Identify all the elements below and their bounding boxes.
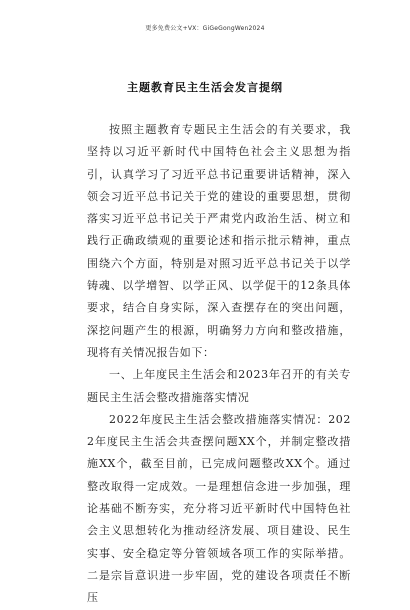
document-title: 主题教育民主生活会发言提纲 xyxy=(127,81,283,94)
intro-paragraph: 按照主题教育专题民主生活会的有关要求，我坚持以习近平新时代中国特色社会主义思想为指引，认真学习了习近平总书记重要讲话精神，深入领会习近平总书记关于党的建设的重要思想，贯彻落实习近平总书记关于严肃党内政治生活、树立和践行正确政绩观的重要论述和指示批示精神，重点围绕六个方面，特别是对照习近平总书记关于以学铸魂、以学增智、以学正风、以学促干的12条具体要求，结合自身实际，深入查摆存在的突出问题，深挖问题产生的根源，明确努力方向和整改措施，现将有关情况报告如下： xyxy=(87,123,351,359)
header-note: 更多免费公文+VX：GiGeGongWen2024 xyxy=(145,25,265,32)
body-paragraph: 2022年度民主生活会整改措施落实情况：2022年度民主生活会共查摆问题XX个，并制定整改措施XX个，截至目前，已完成问题整改XX个。通过整改取得一定成效。一是理想信念进一步加强，理论基础不断夯实，充分将习近平新时代中国特色社会主义思想转化为推动经济发展、项目建设、民生实事、安全稳定等分管领域各项工作的实际举措。二是宗旨意识进一步牢固，党的建设各项责任不断压 xyxy=(87,412,351,605)
section-heading-1: 一、上年度民主生活会和2023年召开的有关专题民主生活会整改措施落实情况 xyxy=(87,368,351,404)
document-body xyxy=(87,119,351,610)
